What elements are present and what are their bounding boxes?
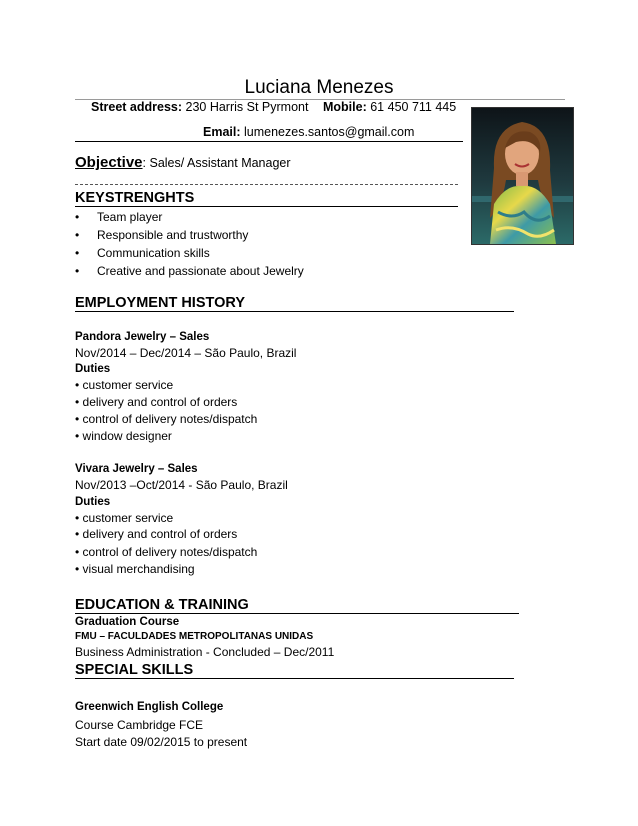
list-item: • visual merchandising (75, 562, 195, 576)
job-dates: Nov/2013 –Oct/2014 - São Paulo, Brazil (75, 478, 288, 492)
list-item: • delivery and control of orders (75, 395, 238, 409)
list-item: • customer service (75, 511, 174, 525)
list-item: • Creative and passionate about Jewelry (75, 264, 304, 278)
employment-heading: EMPLOYMENT HISTORY (75, 295, 245, 311)
education-detail: Business Administration - Concluded – Dec/2011 (75, 645, 335, 659)
list-item: • Responsible and trustworthy (75, 228, 249, 242)
duties-label: Duties (75, 363, 111, 375)
education-heading: EDUCATION & TRAINING (75, 597, 249, 613)
special-skills-rule (75, 678, 514, 679)
job-dates: Nov/2014 – Dec/2014 – São Paulo, Brazil (75, 346, 297, 360)
education-course: Graduation Course (75, 616, 180, 628)
keystrengths-list (75, 208, 304, 280)
mobile-label: Mobile: (323, 100, 367, 114)
street-value: 230 Harris St Pyrmont (185, 100, 309, 114)
profile-photo (471, 107, 574, 245)
keystrengths-heading: KEYSTRENGHTS (75, 190, 195, 206)
skills-start: Start date 09/02/2015 to present (75, 735, 248, 749)
list-item: • Team player (75, 210, 163, 224)
candidate-name: Luciana Menezes (244, 77, 394, 98)
street-label: Street address: (91, 100, 183, 114)
objective-rule (75, 184, 458, 185)
list-item: • Communication skills (75, 246, 210, 260)
list-item: • control of delivery notes/dispatch (75, 545, 258, 559)
list-item: • customer service (75, 378, 174, 392)
education-school: FMU – FACULDADES METROPOLITANAS UNIDAS (75, 631, 314, 642)
education-rule (75, 613, 519, 614)
skills-course: Course Cambridge FCE (75, 718, 204, 732)
list-item: • window designer (75, 429, 172, 443)
list-item: • control of delivery notes/dispatch (75, 412, 258, 426)
objective-label: Objective (75, 154, 143, 171)
email-value: lumenezes.santos@gmail.com (244, 125, 415, 139)
duties-label: Duties (75, 496, 111, 508)
email-label: Email: (203, 125, 241, 139)
street-address (91, 100, 308, 114)
list-item: • delivery and control of orders (75, 527, 238, 541)
special-skills-heading: SPECIAL SKILLS (75, 662, 194, 678)
keystrengths-rule (75, 206, 458, 207)
email-rule (75, 141, 463, 142)
mobile (323, 100, 456, 114)
employment-rule (75, 311, 514, 312)
email (203, 125, 414, 139)
job-title: Pandora Jewelry – Sales (75, 331, 210, 343)
objective (75, 154, 291, 171)
job-title: Vivara Jewelry – Sales (75, 463, 198, 475)
mobile-value: 61 450 711 445 (370, 100, 457, 114)
profile-photo-icon (472, 108, 573, 244)
skills-school: Greenwich English College (75, 701, 224, 713)
objective-value: : Sales/ Assistant Manager (142, 156, 291, 170)
